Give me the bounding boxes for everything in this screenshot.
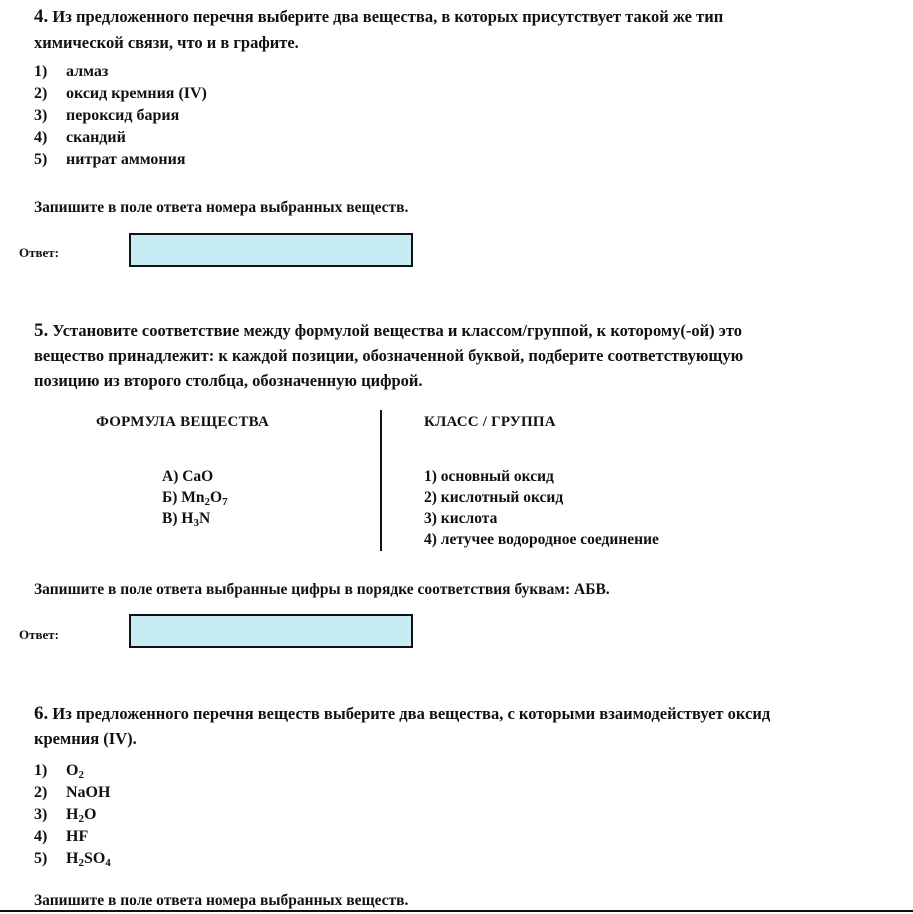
formula-letter: В) (162, 510, 182, 527)
option-number: 4) (34, 828, 48, 845)
q4-answer-label: Ответ: (19, 245, 60, 260)
q4-text-line-2: химической связи, что и в графите. (34, 33, 299, 52)
option-formula-symbol: NaOH (66, 784, 111, 801)
q5-class-3: 3) кислота (424, 510, 498, 527)
option-text: пероксид бария (66, 107, 180, 124)
q5-class-4: 4) летучее водородное соединение (424, 531, 659, 548)
q6-text-line-2: кремния (IV). (34, 729, 137, 748)
option-text: скандий (66, 129, 126, 146)
option-formula-symbol: H (66, 806, 79, 823)
q5-text-line-3: позицию из второго столбца, обозначенную цифрой. (34, 371, 423, 390)
formula-letter: А) (162, 468, 183, 485)
q6-options-list (34, 760, 111, 870)
q4-number: 4. (34, 6, 49, 27)
formula-subscript: 7 (222, 496, 228, 508)
option-number: 5) (34, 850, 48, 867)
q5-text-line-1: Установите соответствие между формулой вещества и классом/группой, к которому(-ой) это (52, 321, 743, 340)
option-formula-subscript: 2 (78, 769, 84, 781)
formula-subscript: 2 (204, 496, 211, 508)
q4-text-line-1: Из предложенного перечня выберите два вещества, в которых присутствует такой же тип (52, 7, 724, 26)
page-bottom-rule (0, 910, 913, 912)
q4-option-3 (34, 105, 207, 127)
formula-symbol: CaO (182, 468, 214, 485)
q5-formula-2 (162, 487, 228, 508)
q5-instruction: Запишите в поле ответа выбранные цифры в порядке соответствия буквам: АБВ. (34, 581, 610, 598)
q5-column-divider (380, 410, 382, 551)
option-number: 2) (34, 85, 48, 102)
formula-symbol: O (210, 489, 223, 506)
q6-text-line-1: Из предложенного перечня веществ выберите два вещества, с которыми взаимодействует оксид (52, 704, 771, 723)
q5-right-column-header: КЛАСС / ГРУППА (424, 414, 556, 430)
q5-answer-label: Ответ: (19, 627, 60, 642)
formula-symbol: Mn (181, 489, 205, 506)
option-number: 4) (34, 129, 48, 146)
option-formula-symbol: H (66, 850, 79, 867)
option-formula-subscript: 4 (105, 857, 111, 869)
q5-number: 5. (34, 320, 49, 341)
option-number: 5) (34, 151, 48, 168)
option-text: оксид кремния (IV) (66, 85, 207, 102)
formula-letter: Б) (162, 489, 182, 506)
option-formula-symbol: HF (66, 828, 89, 845)
q6-option-4 (34, 826, 111, 848)
option-number: 1) (34, 63, 48, 80)
option-number: 3) (34, 107, 48, 124)
q4-instruction: Запишите в поле ответа номера выбранных веществ. (34, 199, 409, 216)
option-formula-subscript: 2 (78, 857, 84, 869)
q6-option-2 (34, 782, 111, 804)
q6-prompt-line-1 (34, 701, 770, 726)
q4-answer-field[interactable] (129, 233, 413, 267)
option-formula-symbol: SO (83, 850, 106, 867)
q5-answer-field[interactable] (129, 614, 413, 648)
q5-formula-3 (162, 508, 228, 529)
q5-text-line-2: вещество принадлежит: к каждой позиции, обозначенной буквой, подберите соответствующую (34, 346, 744, 365)
q5-class-2: 2) кислотный оксид (424, 489, 564, 506)
q5-class-1: 1) основный оксид (424, 468, 554, 485)
option-number: 1) (34, 762, 48, 779)
option-number: 2) (34, 784, 48, 801)
q4-option-2 (34, 83, 207, 105)
q4-option-4 (34, 127, 207, 149)
q5-formulas-list (162, 466, 228, 529)
q6-option-3 (34, 804, 111, 826)
q4-option-5 (34, 149, 207, 171)
formula-subscript: 3 (193, 517, 199, 529)
q4-options-list (34, 61, 207, 171)
q5-classes-list (424, 466, 659, 550)
q5-left-column-header: ФОРМУЛА ВЕЩЕСТВА (96, 414, 269, 430)
q4-prompt-line-1 (34, 4, 723, 29)
option-text: нитрат аммония (66, 151, 186, 168)
option-formula-subscript: 2 (78, 813, 84, 825)
formula-symbol: N (198, 510, 211, 527)
q5-formula-1 (162, 466, 228, 487)
formula-symbol: H (181, 510, 194, 527)
q5-prompt-line-1 (34, 318, 742, 343)
option-formula-symbol: O (83, 806, 97, 823)
option-formula-symbol: O (66, 762, 79, 779)
q6-option-5 (34, 848, 111, 870)
option-text: алмаз (66, 63, 109, 80)
q4-option-1 (34, 61, 207, 83)
q6-option-1 (34, 760, 111, 782)
option-number: 3) (34, 806, 48, 823)
q6-instruction: Запишите в поле ответа номера выбранных веществ. (34, 892, 409, 909)
q6-number: 6. (34, 703, 49, 724)
